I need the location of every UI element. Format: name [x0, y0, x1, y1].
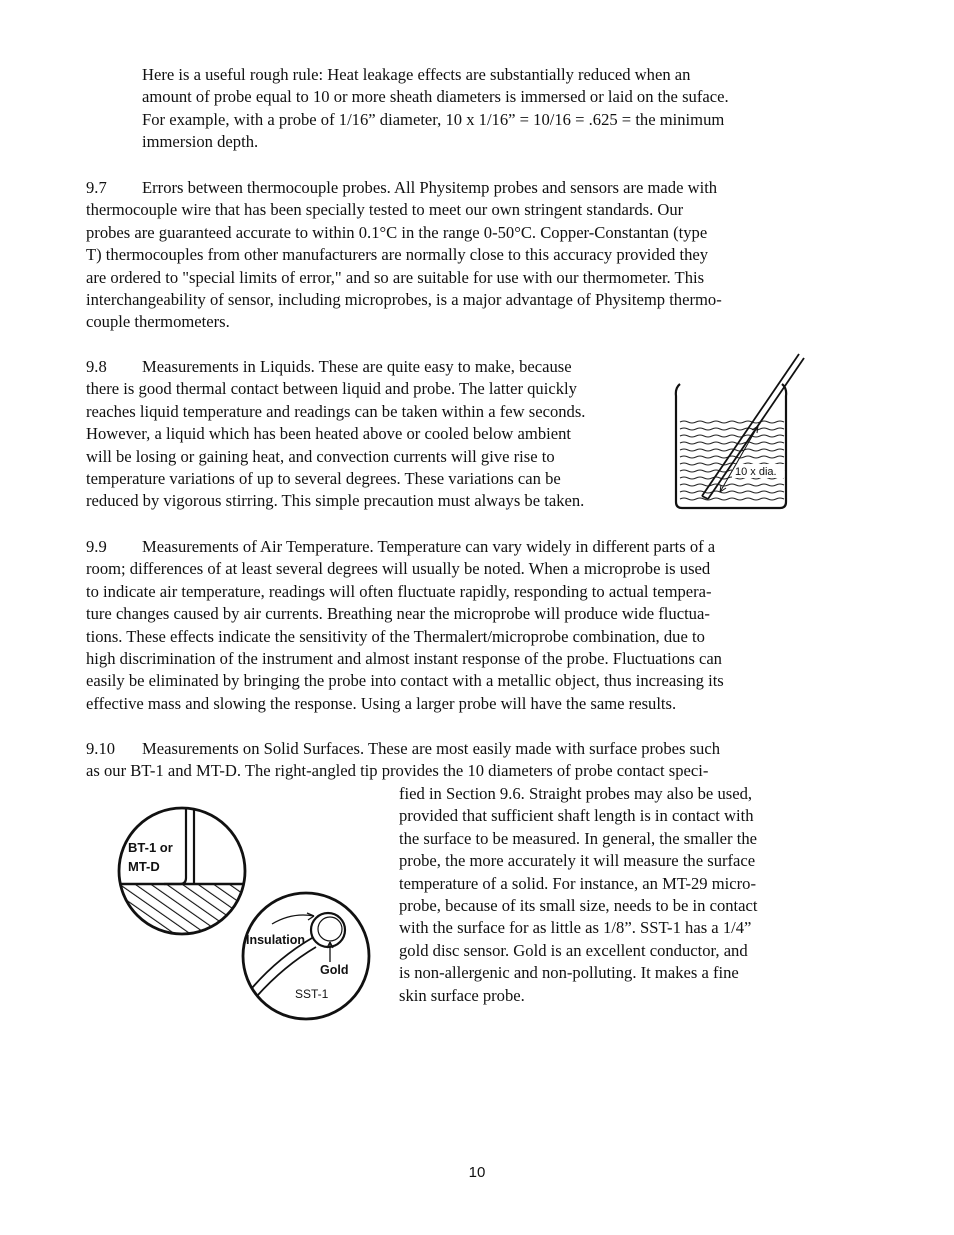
intro-paragraph: [142, 64, 729, 154]
beaker-probe-figure: [668, 350, 810, 516]
text-line: T) thermocouples from other manufacturers are normally close to this accuracy provided they: [86, 245, 709, 265]
text-line: reaches liquid temperature and readings can be taken within a few seconds.: [86, 401, 586, 421]
text-line: there is good thermal contact between liquid and probe. The latter quickly: [86, 379, 577, 399]
text-line: as our BT-1 and MT-D. The right-angled tip provides the 10 diameters of probe contact speci-: [86, 761, 709, 781]
section-9-9: [86, 536, 724, 715]
sst1-label: SST-1: [295, 987, 329, 1001]
text-line: probe, because of its small size, needs to be in contact: [399, 896, 758, 916]
dimension-label: 10 x dia.: [735, 466, 777, 478]
text-line: [86, 177, 722, 199]
section-number: 9.8: [86, 357, 107, 376]
text-line: easily be eliminated by bringing the probe into contact with a metallic object, thus increasing its: [86, 671, 724, 691]
text-line: interchangeability of sensor, including microprobes, is a major advantage of Physitemp thermo-: [86, 290, 722, 310]
text-line: high discrimination of the instrument and almost instant response of the probe. Fluctuations can: [86, 649, 722, 669]
text-line: However, a liquid which has been heated above or cooled below ambient: [86, 424, 571, 444]
text-line: immersion depth.: [142, 132, 259, 152]
section-heading-line: Measurements on Solid Surfaces. These are most easily made with surface probes such: [142, 739, 721, 758]
text-line: fied in Section 9.6. Straight probes may also be used,: [399, 784, 753, 803]
section-number: 9.10: [86, 739, 116, 758]
text-line: [86, 738, 720, 760]
text-line: room; differences of at least several degrees will usually be noted. When a microprobe is used: [86, 559, 711, 579]
section-9-8: [86, 356, 585, 513]
probe-label-mtd: MT-D: [128, 859, 160, 874]
dimension-arrow: [720, 426, 758, 492]
gold-label: Gold: [320, 963, 349, 977]
text-line: is non-allergenic and non-polluting. It makes a fine: [399, 963, 739, 983]
text-line: reduced by vigorous stirring. This simple precaution must always be taken.: [86, 491, 585, 511]
section-heading-line: Measurements of Air Temperature. Temperature can vary widely in different parts of a: [142, 537, 716, 556]
probe-label-bt1: BT-1 or: [128, 840, 173, 855]
text-line: to indicate air temperature, readings will often fluctuate rapidly, responding to actual tempera-: [86, 581, 712, 601]
section-9-10-body: [399, 783, 758, 1007]
text-line: provided that sufficient shaft length is in contact with: [399, 806, 754, 826]
text-line: the surface to be measured. In general, the smaller the: [399, 828, 757, 848]
section-heading-line: Errors between thermocouple probes. All Physitemp probes and sensors are made with: [142, 178, 718, 197]
surface-probe-figure: [108, 800, 378, 1040]
text-line: tions. These effects indicate the sensitivity of the Thermalert/microprobe combination, due to: [86, 626, 705, 646]
text-line: will be losing or gaining heat, and convection currents will give rise to: [86, 446, 555, 466]
text-line: Here is a useful rough rule: Heat leakage effects are substantially reduced when an: [142, 65, 691, 84]
page-number: 10: [468, 1164, 486, 1181]
text-line: probes are guaranteed accurate to within 0.1°C in the range 0-50°C. Copper-Constantan (type: [86, 222, 708, 242]
beaker-outline: [676, 384, 786, 508]
section-heading-line: Measurements in Liquids. These are quite easy to make, because: [142, 357, 572, 376]
text-line: amount of probe equal to 10 or more sheath diameters is immersed or laid on the suface.: [142, 87, 729, 107]
section-9-10-head: [86, 738, 720, 783]
text-line: couple thermometers.: [86, 312, 230, 332]
text-line: [86, 356, 585, 378]
liquid-waves: [680, 421, 784, 500]
text-line: ture changes caused by air currents. Breathing near the microprobe will produce wide fluctua-: [86, 604, 710, 624]
section-9-7: [86, 177, 722, 334]
bt1-magnifier: [108, 800, 258, 954]
text-line: thermocouple wire that has been specially tested to meet our own stringent standards. Our: [86, 200, 684, 220]
text-line: probe, the more accurately it will measure the surface: [399, 851, 756, 871]
text-line: temperature of a solid. For instance, an MT-29 micro-: [399, 873, 756, 893]
section-number: 9.9: [86, 537, 107, 556]
text-line: [86, 536, 724, 558]
text-line: skin surface probe.: [399, 985, 525, 1005]
text-line: gold disc sensor. Gold is an excellent conductor, and: [399, 940, 748, 960]
text-line: temperature variations of up to several degrees. These variations can be: [86, 469, 561, 489]
insulation-label: Insulation: [246, 933, 306, 947]
section-number: 9.7: [86, 178, 107, 197]
text-line: For example, with a probe of 1/16” diameter, 10 x 1/16” = 10/16 = .625 = the minimum: [142, 109, 725, 129]
text-line: with the surface for as little as 1/8”. SST-1 has a 1/4”: [399, 918, 752, 938]
text-line: are ordered to "special limits of error," and so are suitable for use with our thermometer. This: [86, 267, 705, 287]
text-line: effective mass and slowing the response. Using a larger probe will have the same results.: [86, 693, 677, 713]
